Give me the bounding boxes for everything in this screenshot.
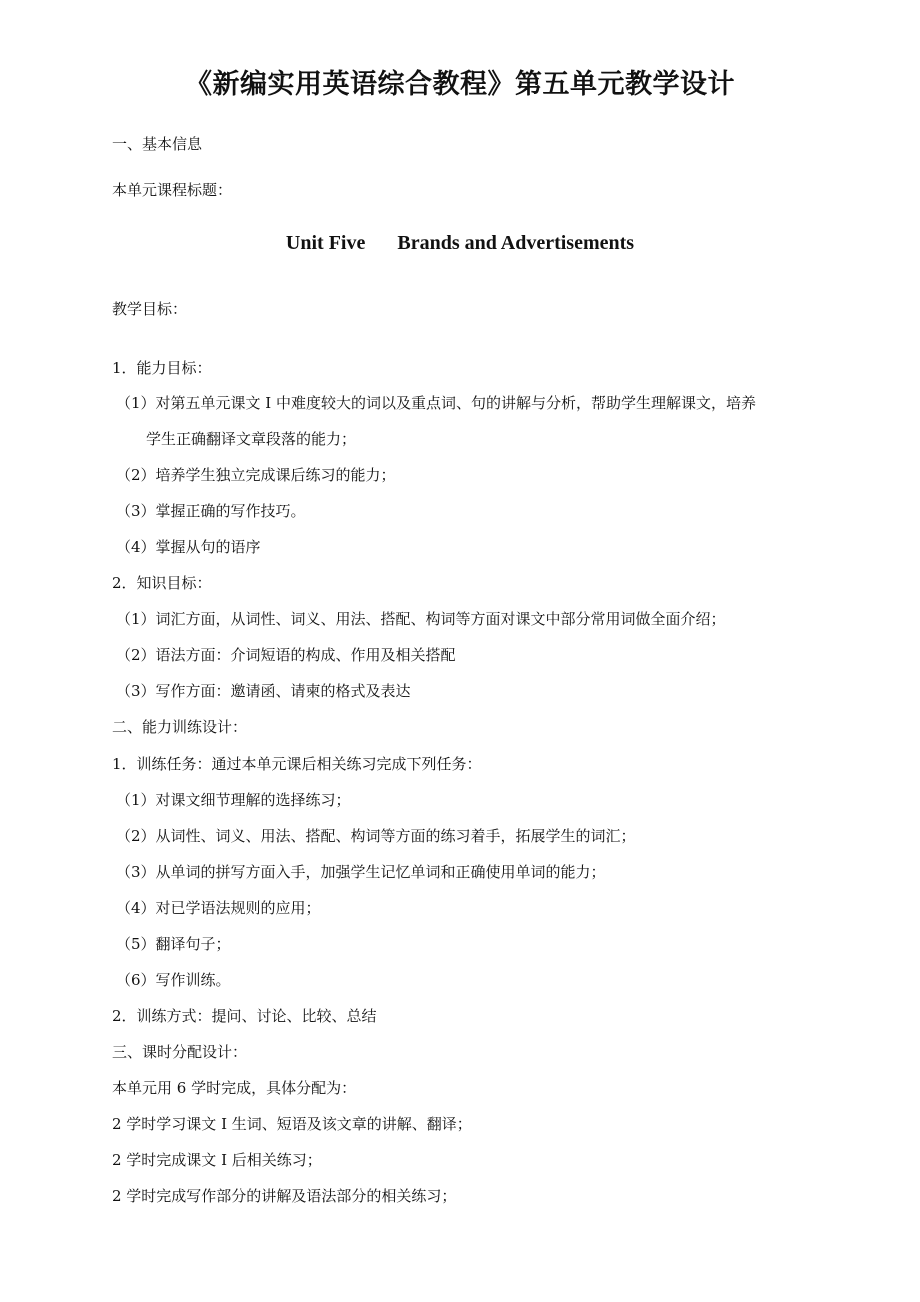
- unit-title: [0, 232, 920, 255]
- section-heading-training: 二、能力训练设计：: [112, 718, 248, 736]
- unit-name: Brands and Advertisements: [397, 232, 635, 254]
- list-item: （5）翻译句子；: [116, 935, 231, 953]
- list-item: （4）掌握从句的语序: [116, 538, 261, 556]
- list-item: （6）写作训练。: [116, 971, 231, 989]
- list-item: （4）对已学语法规则的应用；: [116, 899, 321, 917]
- knowledge-objectives-heading: 2．知识目标：: [112, 574, 212, 592]
- list-item: （2）语法方面：介词短语的构成、作用及相关搭配: [116, 646, 456, 664]
- course-title-label: 本单元课程标题：: [112, 181, 233, 199]
- list-item: （1）词汇方面，从词性、词义、用法、搭配、构词等方面对课文中部分常用词做全面介绍；: [116, 610, 726, 628]
- list-item: 2 学时完成课文 I 后相关练习；: [112, 1151, 322, 1169]
- list-item: （2）培养学生独立完成课后练习的能力；: [116, 466, 396, 484]
- list-item: （1）对课文细节理解的选择练习；: [116, 791, 351, 809]
- training-task-heading: 1．训练任务：通过本单元课后相关练习完成下列任务：: [112, 755, 482, 773]
- training-methods: 2．训练方式：提问、讨论、比较、总结: [112, 1007, 377, 1025]
- section-heading-time-allocation: 三、课时分配设计：: [112, 1043, 248, 1061]
- objectives-label: 教学目标：: [112, 300, 188, 318]
- section-heading-basic-info: 一、基本信息: [112, 135, 203, 153]
- list-item: （1）对第五单元课文 I 中难度较大的词以及重点词、句的讲解与分析，帮助学生理解课文，培养: [116, 394, 757, 412]
- list-item: （3）从单词的拼写方面入手，加强学生记忆单词和正确使用单词的能力；: [116, 863, 606, 881]
- list-item: 2 学时学习课文 I 生词、短语及该文章的讲解、翻译；: [112, 1115, 472, 1133]
- time-allocation-intro: 本单元用 6 学时完成，具体分配为：: [112, 1079, 357, 1097]
- list-item: （2）从词性、词义、用法、搭配、构词等方面的练习着手，拓展学生的词汇；: [116, 827, 636, 845]
- ability-objectives-heading: 1．能力目标：: [112, 359, 212, 377]
- unit-number: Unit Five: [285, 232, 366, 254]
- document-title: 《新编实用英语综合教程》第五单元教学设计: [185, 69, 735, 100]
- list-item-continuation: 学生正确翻译文章段落的能力；: [146, 430, 357, 448]
- list-item: （3）掌握正确的写作技巧。: [116, 502, 306, 520]
- list-item: （3）写作方面：邀请函、请柬的格式及表达: [116, 682, 411, 700]
- list-item: 2 学时完成写作部分的讲解及语法部分的相关练习；: [112, 1187, 457, 1205]
